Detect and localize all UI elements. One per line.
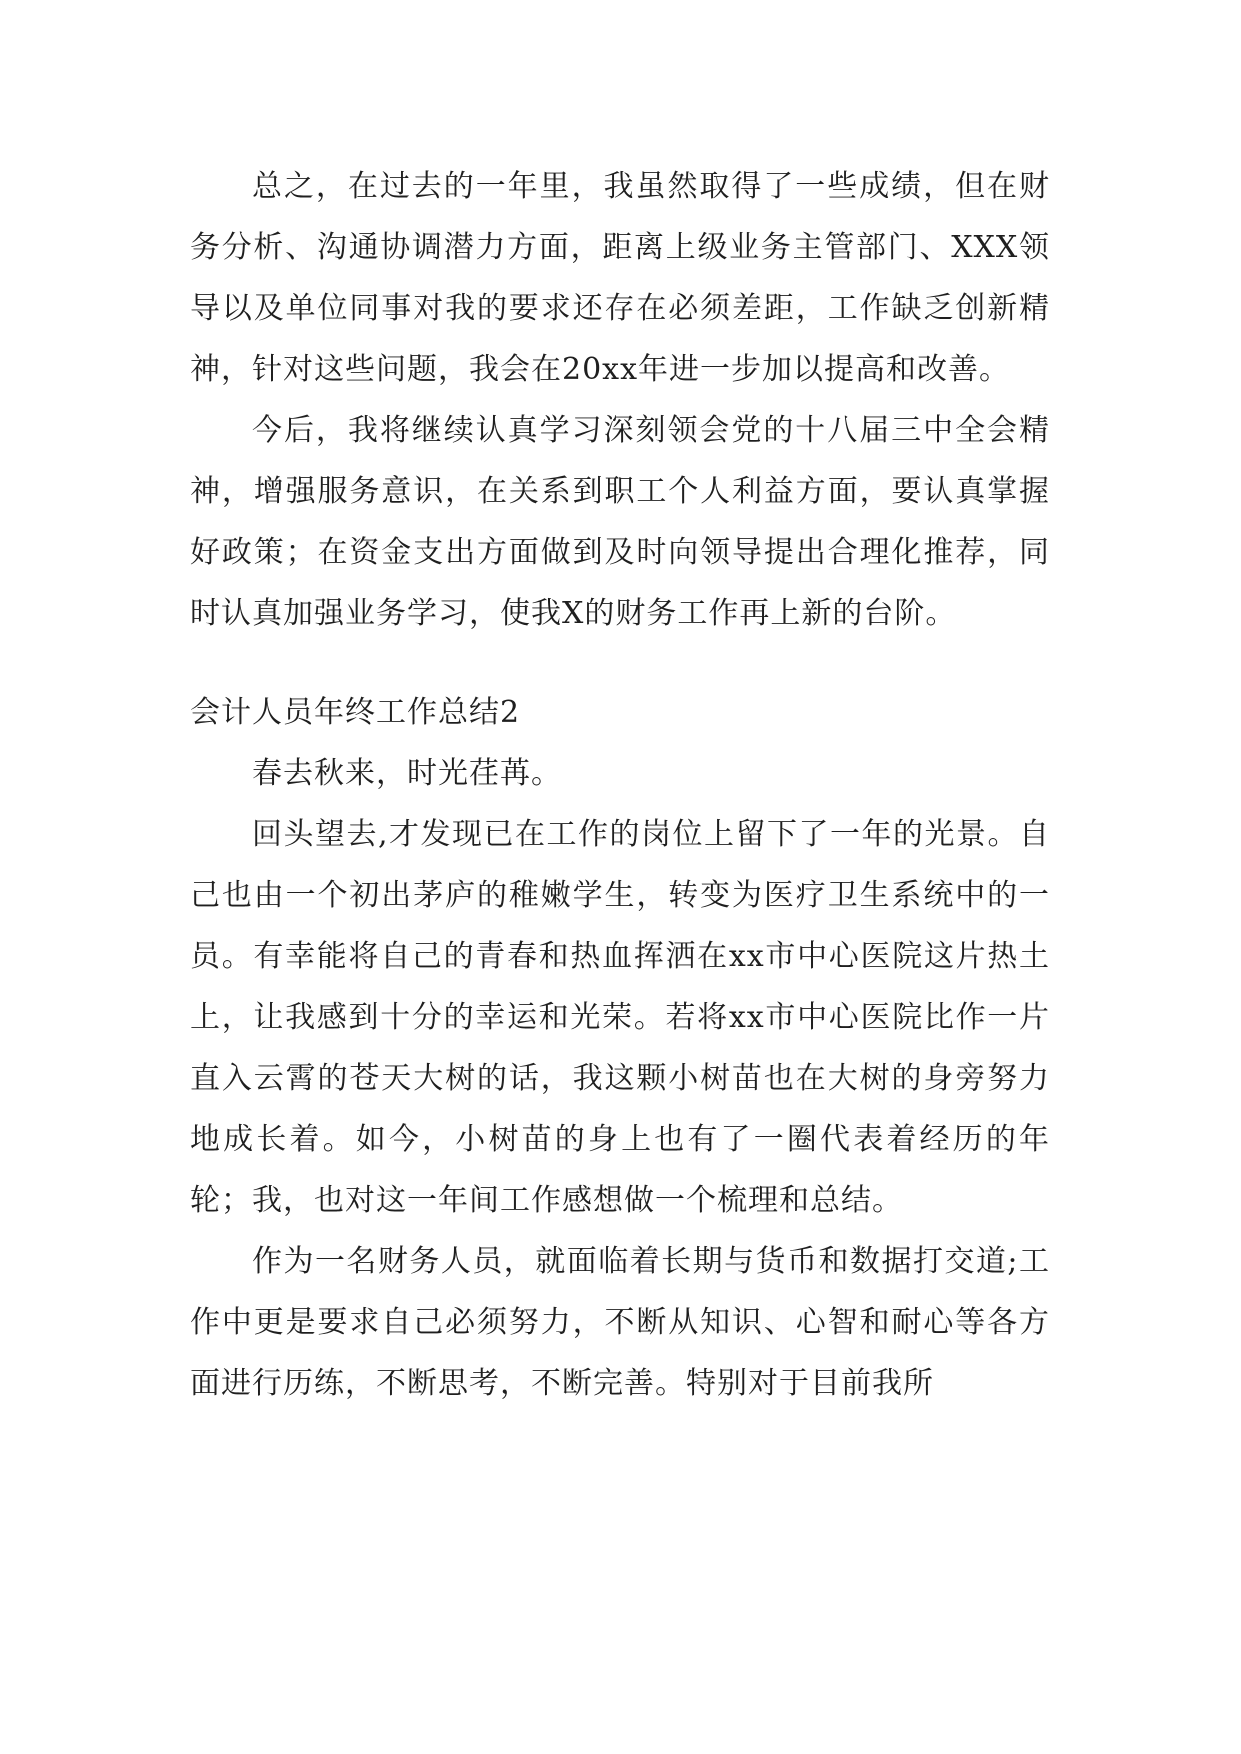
paragraph-future-plans: 今后，我将继续认真学习深刻领会党的十八届三中全会精神，增强服务意识，在关系到职工个人利益方面，要认真掌握好政策；在资金支出方面做到及时向领导提出合理化推荐，同时认真加强业务学习，使我X的财务工作再上新的台阶。 (190, 413, 1050, 631)
paragraph-opening: 春去秋来，时光荏苒。 (252, 756, 562, 791)
section-title: 会计人员年终工作总结2 (190, 695, 521, 730)
paragraph-looking-back: 回头望去,才发现已在工作的岗位上留下了一年的光景。自己也由一个初出茅庐的稚嫩学生，转变为医疗卫生系统中的一员。有幸能将自己的青春和热血挥洒在xx市中心医院这片热土上，让我感到十分的幸运和光荣。若将xx市中心医院比作一片直入云霄的苍天大树的话，我这颗小树苗也在大树的身旁努力地成长着。如今，小树苗的身上也有了一圈代表着经历的年轮；我，也对这一年间工作感想做一个梳理和总结。 (190, 817, 1050, 1218)
document-page (190, 156, 1050, 1414)
paragraph-finance-role: 作为一名财务人员，就面临着长期与货币和数据打交道;工作中更是要求自己必须努力，不断从知识、心智和耐心等各方面进行历练，不断思考，不断完善。特别对于目前我所 (190, 1244, 1050, 1401)
paragraph-summary: 总之，在过去的一年里，我虽然取得了一些成绩，但在财务分析、沟通协调潜力方面，距离上级业务主管部门、XXX领导以及单位同事对我的要求还存在必须差距，工作缺乏创新精神，针对这些问题，我会在20xx年进一步加以提高和改善。 (190, 169, 1050, 387)
